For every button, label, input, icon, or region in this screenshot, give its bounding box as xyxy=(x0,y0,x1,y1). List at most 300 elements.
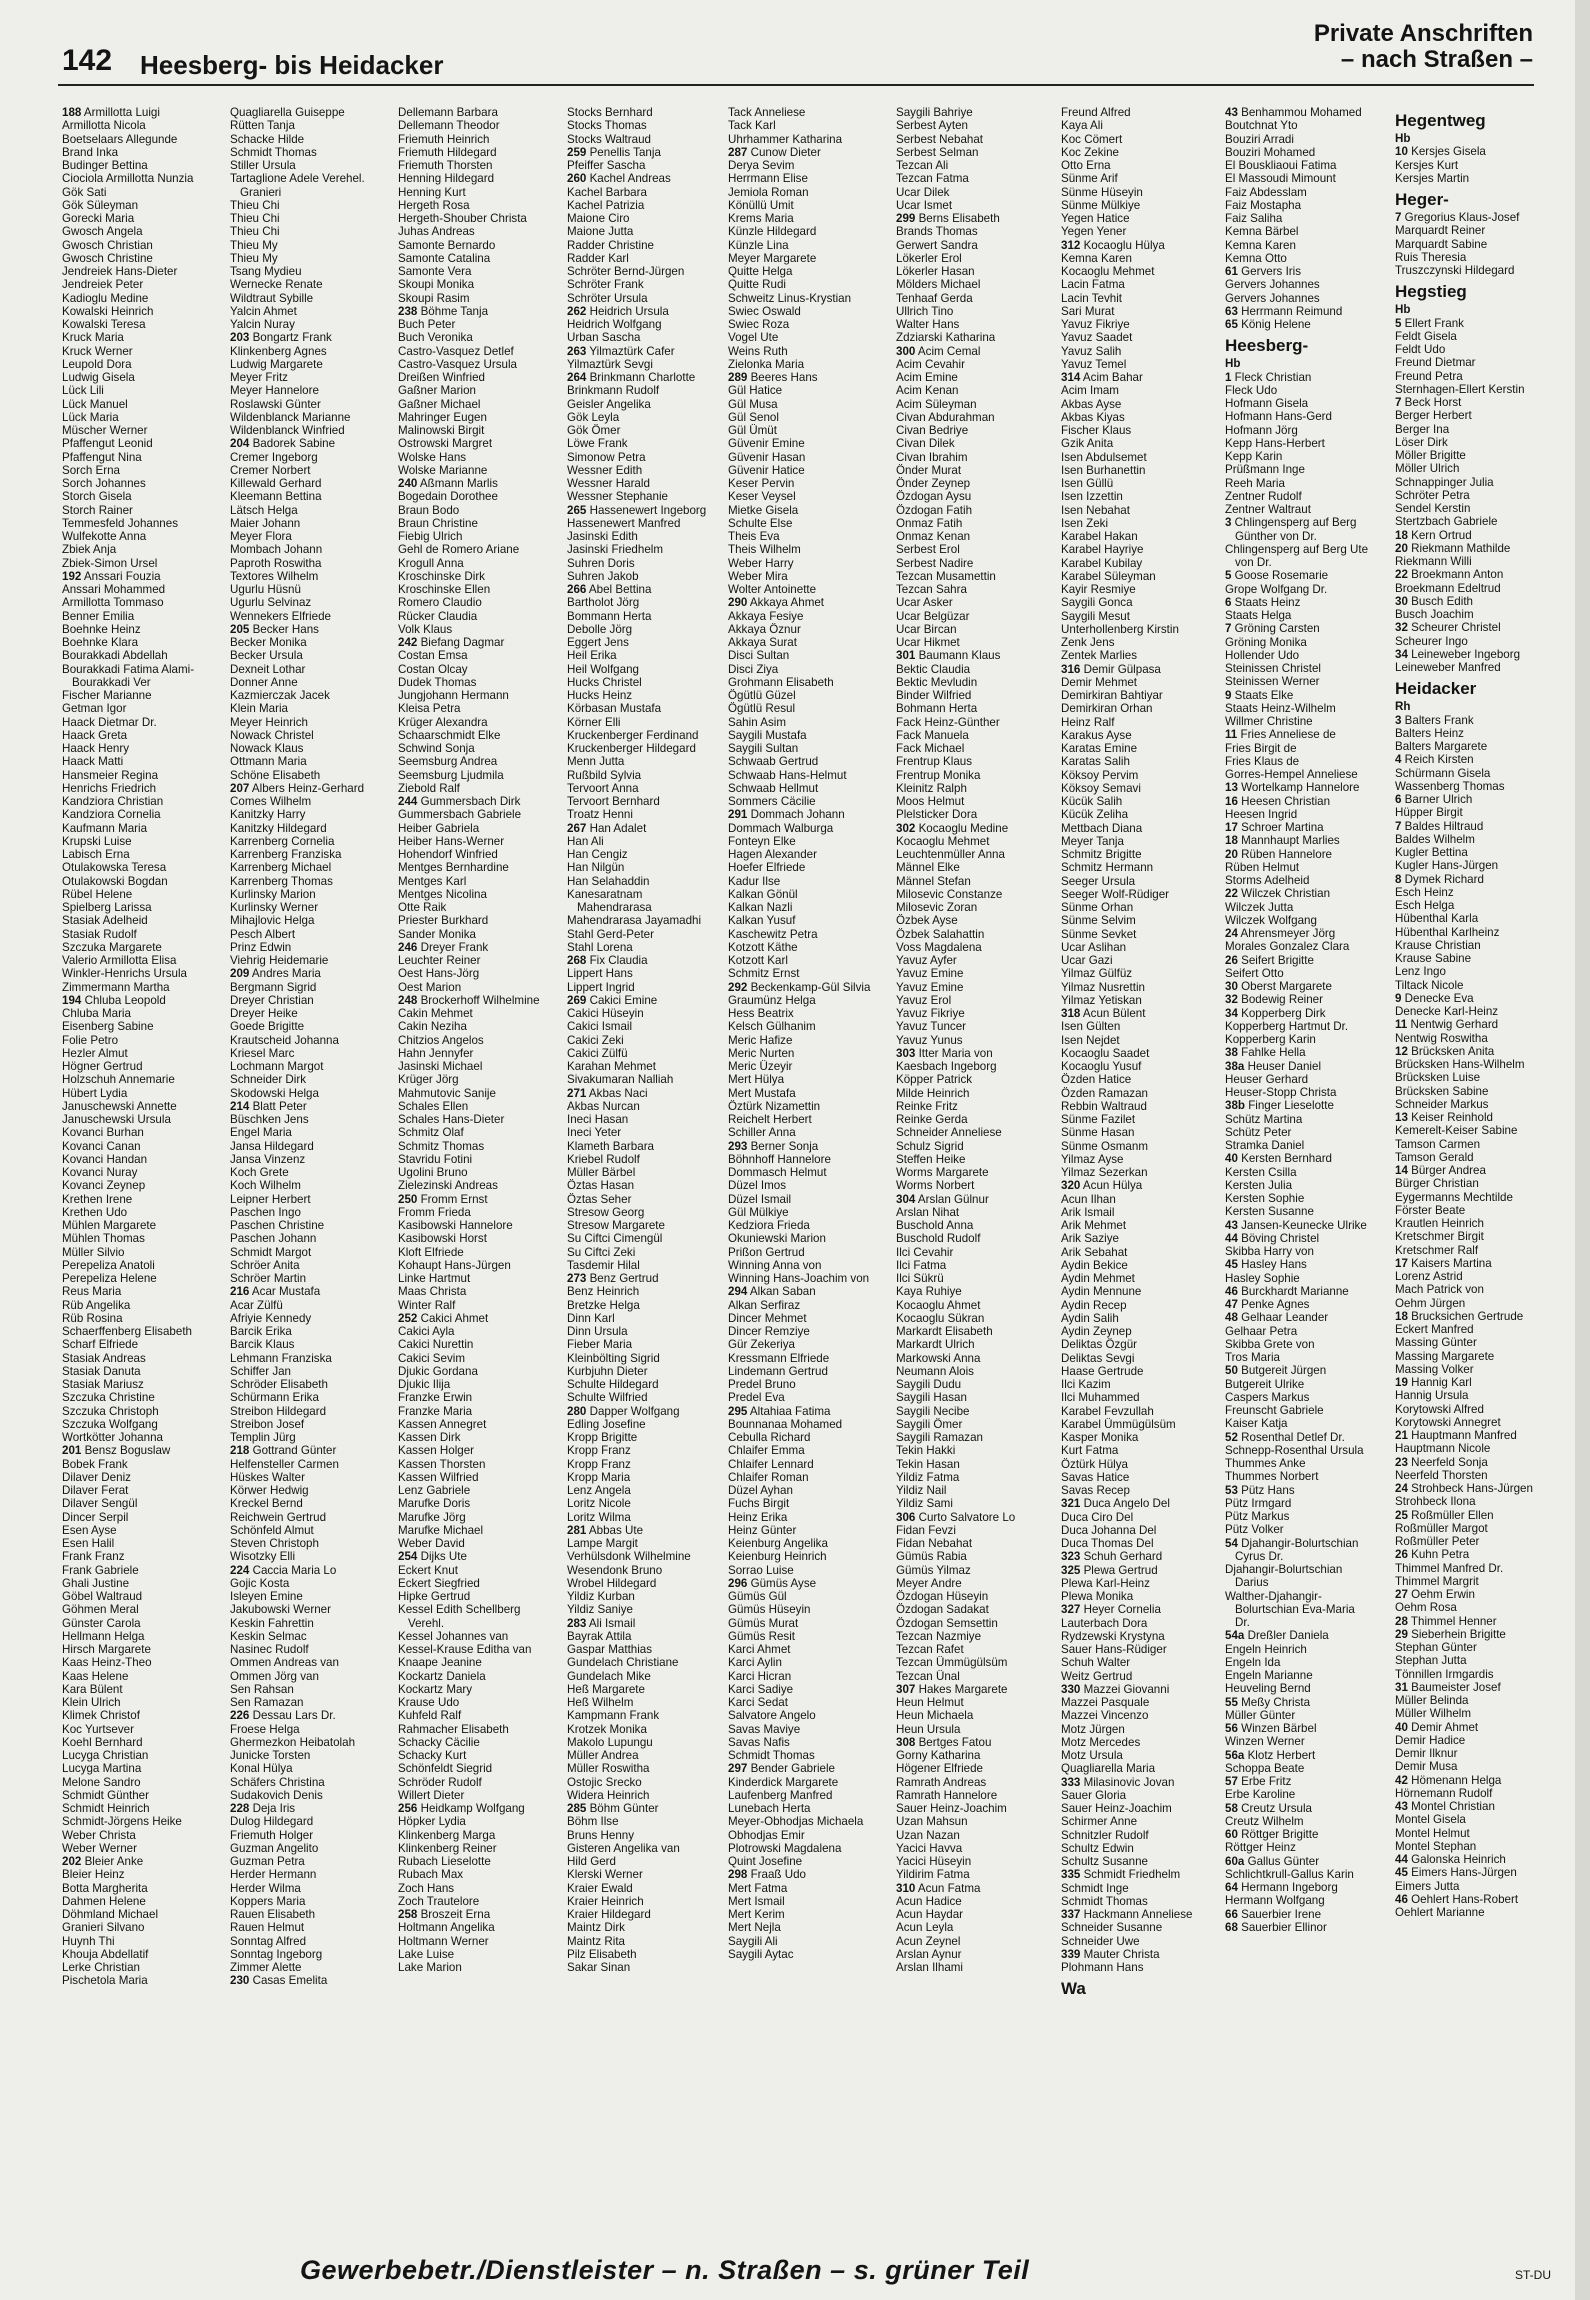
directory-entry: Karci Ahmet xyxy=(728,1643,791,1656)
directory-entry: Gundelach Christiane xyxy=(567,1656,679,1670)
directory-entry: Schacke Hilde xyxy=(230,132,305,146)
house-number: 310 xyxy=(896,1881,916,1895)
directory-entry: Donner Anne xyxy=(230,675,298,689)
directory-entry: 242 Biefang Dagmar xyxy=(398,636,505,649)
house-number: 5 xyxy=(1395,316,1402,330)
directory-entry: Serbest Nadire xyxy=(896,556,974,570)
directory-entry: Ullrich Tino xyxy=(896,304,954,318)
directory-entry: Maas Christa xyxy=(398,1285,467,1299)
directory-entry: Dellemann Barbara xyxy=(398,106,498,119)
house-number: 292 xyxy=(728,980,748,994)
directory-entry: 4 Reich Kirsten xyxy=(1395,753,1474,767)
directory-entry: Schröer Anita xyxy=(230,1258,300,1272)
directory-entry: Gojic Kosta xyxy=(230,1576,290,1590)
directory-entry: Schröter Ursula xyxy=(567,291,648,305)
directory-entry: Müller Bärbel xyxy=(567,1166,636,1179)
directory-entry: Braun Bodo xyxy=(398,503,460,517)
directory-entry: 38b Finger Lieselotte xyxy=(1225,1099,1334,1113)
directory-entry: Hofmann Gisela xyxy=(1225,397,1309,410)
directory-entry: Fack Heinz-Günther xyxy=(896,715,1000,729)
street-heading: Hegstieg xyxy=(1395,282,1467,302)
page-edge xyxy=(1575,0,1590,2300)
directory-entry: 9 Denecke Eva xyxy=(1395,991,1474,1005)
directory-entry: 48 Gelhaar Leander xyxy=(1225,1311,1329,1325)
directory-entry: Prinz Edwin xyxy=(230,940,292,954)
directory-entry: Cakin Neziha xyxy=(398,1020,467,1034)
directory-entry: 25 Roßmüller Ellen xyxy=(1395,1508,1494,1522)
directory-entry: Malinowski Birgit xyxy=(398,424,485,437)
directory-entry: Volk Klaus xyxy=(398,622,453,636)
directory-entry: Kreckel Bernd xyxy=(230,1497,303,1511)
directory-entry: Sünme Selvim xyxy=(1061,914,1136,928)
directory-entry: Eggert Jens xyxy=(567,636,629,649)
directory-entry: Okuniewski Marion xyxy=(728,1232,826,1246)
directory-entry: Schultz Edwin xyxy=(1061,1841,1134,1855)
directory-entry: Khouja Abdellatif xyxy=(62,1947,149,1961)
directory-entry: Plohmann Hans xyxy=(1061,1961,1144,1974)
directory-entry: 64 Hermann Ingeborg xyxy=(1225,1881,1338,1894)
directory-entry: Bourakkadi Abdellah xyxy=(62,649,168,663)
directory-entry: Rüb Rosina xyxy=(62,1311,123,1325)
directory-entry: Zbiek Anja xyxy=(62,543,117,557)
directory-entry: 6 Barner Ulrich xyxy=(1395,793,1473,806)
directory-entry: Chlaifer Roman xyxy=(728,1470,809,1484)
directory-entry: Yilmaz Gülfüz xyxy=(1061,967,1133,981)
directory-entry: Kropp Franz xyxy=(567,1444,631,1458)
directory-entry: 188 Armillotta Luigi xyxy=(62,106,160,119)
directory-entry: Granieri Silvano xyxy=(62,1921,145,1935)
directory-entry: Kessel Johannes van xyxy=(398,1629,509,1643)
house-number: 226 xyxy=(230,1709,250,1723)
directory-entry: Stresow Margarete xyxy=(567,1219,665,1232)
directory-entry: Broekmann Edeltrud xyxy=(1395,581,1501,595)
directory-entry: Hübenthal Karla xyxy=(1395,912,1479,926)
directory-entry: Bogedain Dorothee xyxy=(398,490,498,504)
directory-entry: Gorres-Hempel Anneliese xyxy=(1225,768,1358,781)
directory-entry: Kockartz Mary xyxy=(398,1682,473,1696)
directory-entry: Winter Ralf xyxy=(398,1298,456,1312)
house-number: 207 xyxy=(230,781,250,795)
directory-entry: 269 Cakici Emine xyxy=(567,993,658,1007)
directory-entry: Samonte Catalina xyxy=(398,251,491,265)
directory-entry: Schweitz Linus-Krystian xyxy=(728,291,852,305)
district-code: Rh xyxy=(1395,700,1411,714)
directory-entry: Cakici Hüseyin xyxy=(567,1007,644,1020)
directory-entry: Koch Wilhelm xyxy=(230,1179,301,1193)
directory-entry: 299 Berns Elisabeth xyxy=(896,212,1000,225)
footer-note: Gewerbebetr./Dienstleister – n. Straßen – s. grüner Teil xyxy=(300,2255,1030,2285)
directory-entry: Radder Christine xyxy=(567,238,654,252)
directory-entry: Karci Sadiye xyxy=(728,1682,794,1696)
directory-entry: Kopperberg Karin xyxy=(1225,1033,1316,1046)
directory-entry: Yavuz Ayfer xyxy=(896,954,957,967)
house-number: 250 xyxy=(398,1192,418,1206)
house-number: 20 xyxy=(1225,847,1238,861)
house-number: 242 xyxy=(398,636,418,649)
directory-entry: Koc Cömert xyxy=(1061,132,1123,146)
house-number: 246 xyxy=(398,940,418,954)
directory-entry: Lück Maria xyxy=(62,410,119,424)
directory-entry: Isen Izzettin xyxy=(1061,490,1123,504)
directory-entry: Stocks Thomas xyxy=(567,119,647,133)
directory-entry: Cakici Ayla xyxy=(398,1325,455,1338)
directory-entry: 61 Gervers Iris xyxy=(1225,265,1302,278)
directory-entry: Lökerler Erol xyxy=(896,251,962,265)
directory-entry: Arik Mehmet xyxy=(1061,1219,1127,1232)
directory-entry: Sünme Osmanm xyxy=(1061,1139,1148,1153)
house-number: 262 xyxy=(567,304,587,318)
directory-entry: Morales Gonzalez Clara xyxy=(1225,940,1350,954)
directory-entry: Djahangir-Bolurtschian xyxy=(1225,1563,1343,1576)
directory-entry: Tervoort Bernhard xyxy=(567,795,660,808)
directory-entry: 246 Dreyer Frank xyxy=(398,940,489,954)
directory-entry: Herder Wilma xyxy=(230,1881,301,1895)
directory-entry: Wildenblanck Winfried xyxy=(230,424,345,437)
directory-entry: Kovanci Handan xyxy=(62,1152,148,1166)
directory-entry: Barcik Klaus xyxy=(230,1338,295,1352)
directory-entry: Sonntag Ingeborg xyxy=(230,1947,323,1961)
directory-entry: Klinkenberg Agnes xyxy=(230,344,327,358)
directory-entry: Kocaoglu Saadet xyxy=(1061,1046,1150,1060)
directory-entry: 24 Strohbeck Hans-Jürgen xyxy=(1395,1482,1533,1495)
directory-entry: 254 Dijks Ute xyxy=(398,1550,467,1564)
directory-entry: 9 Staats Elke xyxy=(1225,688,1294,702)
directory-entry: Kocaoglu Yusuf xyxy=(1061,1060,1142,1073)
directory-entry: 13 Keiser Reinhold xyxy=(1395,1111,1493,1124)
directory-entry: Gök Leyla xyxy=(567,410,620,424)
directory-entry: Kasibowski Horst xyxy=(398,1232,487,1246)
directory-entry: Pfaffengut Leonid xyxy=(62,437,153,451)
directory-entry: 316 Demir Gülpasa xyxy=(1061,662,1161,676)
directory-entry: Duca Johanna Del xyxy=(1061,1523,1157,1537)
house-number: 202 xyxy=(62,1855,82,1868)
directory-entry: Jungjohann Hermann xyxy=(398,689,509,702)
directory-entry: Hüskes Walter xyxy=(230,1470,305,1484)
directory-entry: Körbasan Mustafa xyxy=(567,702,662,716)
directory-entry: Ilci Kazim xyxy=(1061,1378,1111,1391)
directory-entry: Zentner Rudolf xyxy=(1225,489,1302,503)
directory-entry: Müller Belinda xyxy=(1395,1694,1469,1707)
directory-entry: Arslan Nihat xyxy=(896,1205,960,1219)
directory-entry: 293 Berner Sonja xyxy=(728,1139,819,1153)
directory-entry: Sorrao Luise xyxy=(728,1563,794,1577)
directory-entry: Cremer Norbert xyxy=(230,463,311,477)
directory-entry: Tamson Carmen xyxy=(1395,1137,1481,1151)
directory-entry: Dreißen Winfried xyxy=(398,371,485,384)
directory-entry: Mühlen Thomas xyxy=(62,1232,145,1246)
directory-entry: Leipner Herbert xyxy=(230,1192,311,1206)
directory-entry: Dr. xyxy=(1235,1616,1250,1629)
directory-entry: Thummes Norbert xyxy=(1225,1470,1319,1484)
house-number: 13 xyxy=(1225,781,1238,795)
directory-entry: Lindemann Gertrud xyxy=(728,1364,828,1378)
directory-entry: 32 Scheurer Christel xyxy=(1395,621,1501,635)
house-number: 43 xyxy=(1225,106,1238,119)
directory-entry: Kassen Annegret xyxy=(398,1417,487,1431)
directory-entry: 1 Fleck Christian xyxy=(1225,370,1312,384)
directory-entry: Kelsch Gülhanim xyxy=(728,1020,816,1034)
directory-entry: Worms Norbert xyxy=(896,1179,975,1193)
directory-entry: Schröter Petra xyxy=(1395,488,1470,502)
directory-entry: Karabel Hayriye xyxy=(1061,543,1144,557)
directory-entry: Yildirim Fatma xyxy=(896,1868,970,1882)
directory-entry: Wennekers Elfriede xyxy=(230,609,331,623)
directory-entry: Lippert Hans xyxy=(567,967,633,981)
directory-entry: Kasibowski Hannelore xyxy=(398,1219,513,1232)
directory-entry: Mert Fatma xyxy=(728,1881,788,1895)
directory-entry: Verehl. xyxy=(408,1616,445,1630)
directory-entry: Kriesel Marc xyxy=(230,1046,295,1060)
house-number: 259 xyxy=(567,145,587,159)
directory-entry: Heß Wilhelm xyxy=(567,1696,634,1709)
directory-entry: Ramrath Hannelore xyxy=(896,1788,998,1802)
directory-entry: Cakin Mehmet xyxy=(398,1007,473,1020)
directory-entry: Ludwig Margarete xyxy=(230,357,323,371)
directory-entry: Paschen Johann xyxy=(230,1232,317,1246)
house-number: 244 xyxy=(398,795,418,808)
directory-entry: Kocaoglu Mehmet xyxy=(1061,265,1155,278)
house-number: 17 xyxy=(1225,821,1238,834)
directory-entry: Haack Henry xyxy=(62,742,130,755)
directory-entry: Kocaoglu Mehmet xyxy=(896,834,990,848)
directory-entry: Yavuz Saadet xyxy=(1061,331,1133,345)
directory-entry: Öztürk Nizamettin xyxy=(728,1099,821,1113)
house-number: 264 xyxy=(567,371,587,384)
directory-entry: Sahin Asim xyxy=(728,715,786,729)
directory-entry: Saygili Hasan xyxy=(896,1391,967,1405)
directory-entry: Yildiz Nail xyxy=(896,1484,947,1497)
directory-entry: Stasiak Andreas xyxy=(62,1351,146,1365)
house-number: 38 xyxy=(1225,1046,1238,1060)
house-number: 330 xyxy=(1061,1682,1081,1696)
directory-entry: Schacky Cäcilie xyxy=(398,1735,480,1749)
house-number: 17 xyxy=(1395,1256,1408,1270)
directory-entry: Tekin Hakki xyxy=(896,1444,956,1458)
directory-entry: 54a Dreßler Daniela xyxy=(1225,1629,1329,1643)
directory-entry: Linke Hartmut xyxy=(398,1272,471,1285)
directory-entry: Pütz Volker xyxy=(1225,1523,1284,1537)
directory-entry: Gaßner Marion xyxy=(398,384,476,398)
directory-entry: Worms Margarete xyxy=(896,1166,989,1179)
directory-entry: Berger Ina xyxy=(1395,422,1450,436)
directory-entry: Mettbach Diana xyxy=(1061,821,1143,835)
directory-entry: Wildenblanck Marianne xyxy=(230,410,351,424)
directory-entry: Röttger Heinz xyxy=(1225,1841,1296,1855)
directory-entry: Storch Gisela xyxy=(62,490,132,504)
directory-entry: Isen Burhanettin xyxy=(1061,463,1146,477)
directory-entry: Rußbild Sylvia xyxy=(567,768,642,782)
directory-entry: Han Ali xyxy=(567,834,604,848)
directory-entry: Han Nilgün xyxy=(567,861,625,875)
directory-entry: Heuser-Stopp Christa xyxy=(1225,1086,1337,1099)
directory-entry: Freunscht Gabriele xyxy=(1225,1404,1324,1417)
directory-entry: Kersten Susanne xyxy=(1225,1205,1314,1219)
directory-entry: Massing Günter xyxy=(1395,1336,1477,1350)
directory-entry: 43 Benhammou Mohamed xyxy=(1225,106,1362,119)
directory-entry: Scharf Elfriede xyxy=(62,1338,139,1352)
directory-entry: Montel Helmut xyxy=(1395,1826,1470,1840)
district-code: Hb xyxy=(1225,357,1241,371)
directory-entry: 11 Nentwig Gerhard xyxy=(1395,1018,1499,1032)
directory-entry: Müscher Werner xyxy=(62,424,148,437)
directory-entry: Eckert Manfred xyxy=(1395,1323,1474,1336)
directory-entry: Schürmann Erika xyxy=(230,1391,319,1405)
directory-entry: Cyrus Dr. xyxy=(1235,1549,1284,1563)
directory-entry: Karci Aylin xyxy=(728,1656,782,1670)
directory-entry: Chluba Maria xyxy=(62,1007,131,1020)
directory-entry: Saygili Bahriye xyxy=(896,106,973,119)
directory-entry: Aydin Mennune xyxy=(1061,1285,1142,1299)
directory-entry: Milosevic Constanze xyxy=(896,887,1003,901)
house-number: 30 xyxy=(1225,980,1238,993)
house-number: 55 xyxy=(1225,1695,1238,1709)
house-number: 45 xyxy=(1225,1258,1238,1272)
directory-entry: Bourakkadi Fatima Alami- xyxy=(62,662,195,676)
directory-entry: Özdogan Fatih xyxy=(896,503,973,517)
directory-entry: 10 Kersjes Gisela xyxy=(1395,145,1486,159)
directory-entry: Textores Wilhelm xyxy=(230,569,319,583)
directory-entry: Kadioglu Medine xyxy=(62,291,149,305)
directory-entry: 300 Acim Cemal xyxy=(896,344,981,358)
directory-entry: Leupold Dora xyxy=(62,357,132,371)
directory-entry: Kleinbölting Sigrid xyxy=(567,1351,660,1365)
directory-entry: Massing Volker xyxy=(1395,1362,1474,1376)
directory-entry: Braun Christine xyxy=(398,516,478,530)
directory-entry: Schwaab Hellmut xyxy=(728,781,819,795)
directory-entry: Chitzios Angelos xyxy=(398,1033,484,1047)
directory-entry: 214 Blatt Peter xyxy=(230,1099,307,1113)
house-number: 266 xyxy=(567,583,587,596)
directory-entry: Brücksken Luise xyxy=(1395,1071,1481,1085)
directory-entry: Böhnhoff Hannelore xyxy=(728,1152,831,1166)
directory-entry: 57 Erbe Fritz xyxy=(1225,1775,1292,1788)
directory-entry: Rütten Tanja xyxy=(230,119,295,133)
directory-entry: Jansa Hildegard xyxy=(230,1139,314,1153)
directory-entry: 271 Akbas Naci xyxy=(567,1086,648,1100)
directory-entry: Alkan Serfiraz xyxy=(728,1298,801,1312)
directory-entry: Schönfeld Almut xyxy=(230,1523,314,1537)
directory-entry: Serbest Ayten xyxy=(896,119,968,133)
directory-entry: Sünme Arif xyxy=(1061,172,1118,186)
directory-entry: Yavuz Tuncer xyxy=(896,1020,967,1034)
directory-entry: Heinz Günter xyxy=(728,1523,797,1537)
directory-entry: Ucar Aslihan xyxy=(1061,940,1127,954)
directory-entry: Derya Sevim xyxy=(728,159,795,172)
house-number: 27 xyxy=(1395,1588,1408,1601)
directory-entry: Savas Nafis xyxy=(728,1735,790,1749)
directory-entry: Bürger Christian xyxy=(1395,1177,1479,1191)
directory-entry: Deliktas Özgür xyxy=(1061,1338,1138,1352)
directory-entry: Kovanci Canan xyxy=(62,1139,141,1153)
directory-entry: Krause Christian xyxy=(1395,938,1481,952)
directory-entry: Koppers Maria xyxy=(230,1894,306,1908)
directory-column-6 xyxy=(896,106,1056,2250)
directory-entry: Su Ciftci Cimengül xyxy=(567,1232,663,1246)
house-number: 54 xyxy=(1225,1536,1238,1550)
directory-entry: Klein Ulrich xyxy=(62,1696,121,1709)
directory-entry: Mentges Bernhardine xyxy=(398,861,509,875)
directory-entry: 258 Broszeit Erna xyxy=(398,1908,491,1921)
directory-entry: Karakus Ayse xyxy=(1061,728,1132,742)
directory-entry: Kurbjuhn Dieter xyxy=(567,1364,648,1378)
directory-entry: Brand Inka xyxy=(62,145,119,159)
directory-entry: Granieri xyxy=(240,185,282,199)
directory-entry: Plewa Monika xyxy=(1061,1590,1134,1603)
directory-entry: Neerfeld Thorsten xyxy=(1395,1468,1488,1482)
house-number: 214 xyxy=(230,1099,250,1113)
directory-entry: Schröer Martin xyxy=(230,1272,307,1285)
directory-entry: Esch Helga xyxy=(1395,899,1455,912)
directory-entry: Sauer Heinz-Joachim xyxy=(1061,1802,1172,1815)
directory-entry: Fromm Frieda xyxy=(398,1205,471,1219)
directory-entry: 32 Bodewig Reiner xyxy=(1225,993,1323,1007)
directory-entry: Ludwig Gisela xyxy=(62,371,135,384)
directory-entry: Onmaz Kenan xyxy=(896,530,971,543)
directory-entry: Gehl de Romero Ariane xyxy=(398,543,520,557)
house-number: 14 xyxy=(1395,1164,1408,1177)
house-number: 56 xyxy=(1225,1722,1238,1735)
directory-entry: Sakar Sinan xyxy=(567,1961,631,1974)
directory-entry: Schacky Kurt xyxy=(398,1749,467,1762)
directory-entry: Sonntag Alfred xyxy=(230,1934,307,1948)
directory-entry: 268 Fix Claudia xyxy=(567,954,648,967)
directory-entry: Savas Hatice xyxy=(1061,1470,1130,1484)
directory-entry: Krüger Jörg xyxy=(398,1073,459,1087)
directory-entry: 296 Gümüs Ayse xyxy=(728,1576,817,1590)
house-number: 9 xyxy=(1395,991,1402,1005)
directory-entry: Becker Monika xyxy=(230,636,307,649)
directory-entry: Krautscheid Johanna xyxy=(230,1033,339,1047)
directory-entry: Schmidt Thomas xyxy=(728,1749,815,1762)
directory-entry: Fleck Udo xyxy=(1225,383,1278,397)
directory-entry: Ommen Jörg van xyxy=(230,1669,319,1683)
directory-entry: 228 Deja Iris xyxy=(230,1802,296,1815)
directory-entry: Paschen Ingo xyxy=(230,1205,301,1219)
directory-entry: Bolurtschian Eva-Maria xyxy=(1235,1602,1355,1616)
directory-entry: Weber Harry xyxy=(728,556,794,570)
directory-entry: Fack Michael xyxy=(896,742,965,755)
directory-entry: 314 Acim Bahar xyxy=(1061,371,1143,384)
directory-entry: Gaspar Matthias xyxy=(567,1643,653,1656)
directory-entry: Demirkiran Orhan xyxy=(1061,702,1153,716)
directory-entry: Yalcin Ahmet xyxy=(230,304,297,318)
directory-entry: Karrenberg Cornelia xyxy=(230,834,335,848)
directory-entry: Kalkan Gönül xyxy=(728,887,798,901)
directory-entry: Schmidt Heinrich xyxy=(62,1802,150,1815)
directory-entry: Akbas Ayse xyxy=(1061,397,1122,411)
directory-entry: Schmitz Ernst xyxy=(728,967,800,981)
house-number: 254 xyxy=(398,1550,418,1564)
directory-entry: Hess Beatrix xyxy=(728,1007,794,1020)
directory-entry: Sendel Kerstin xyxy=(1395,502,1471,515)
house-number: 267 xyxy=(567,821,587,835)
directory-entry: Sünme Orhan xyxy=(1061,901,1134,914)
directory-entry: 281 Abbas Ute xyxy=(567,1523,644,1537)
directory-entry: 21 Hauptmann Manfred xyxy=(1395,1429,1517,1442)
directory-entry: Kassen Thorsten xyxy=(398,1457,486,1471)
directory-entry: Keser Veysel xyxy=(728,490,796,504)
house-number: 285 xyxy=(567,1802,587,1815)
directory-entry: Chlaifer Emma xyxy=(728,1444,805,1458)
directory-entry: Januschewski Ursula xyxy=(62,1113,171,1126)
directory-entry: Kersten Julia xyxy=(1225,1178,1293,1192)
directory-entry: Yacici Hüseyin xyxy=(896,1855,972,1868)
directory-entry: Önder Zeynep xyxy=(896,477,971,490)
directory-entry: Stephan Günter xyxy=(1395,1641,1477,1654)
directory-entry: Costan Emsa xyxy=(398,649,468,663)
house-number: 192 xyxy=(62,569,82,583)
directory-entry: Koch Grete xyxy=(230,1166,289,1179)
